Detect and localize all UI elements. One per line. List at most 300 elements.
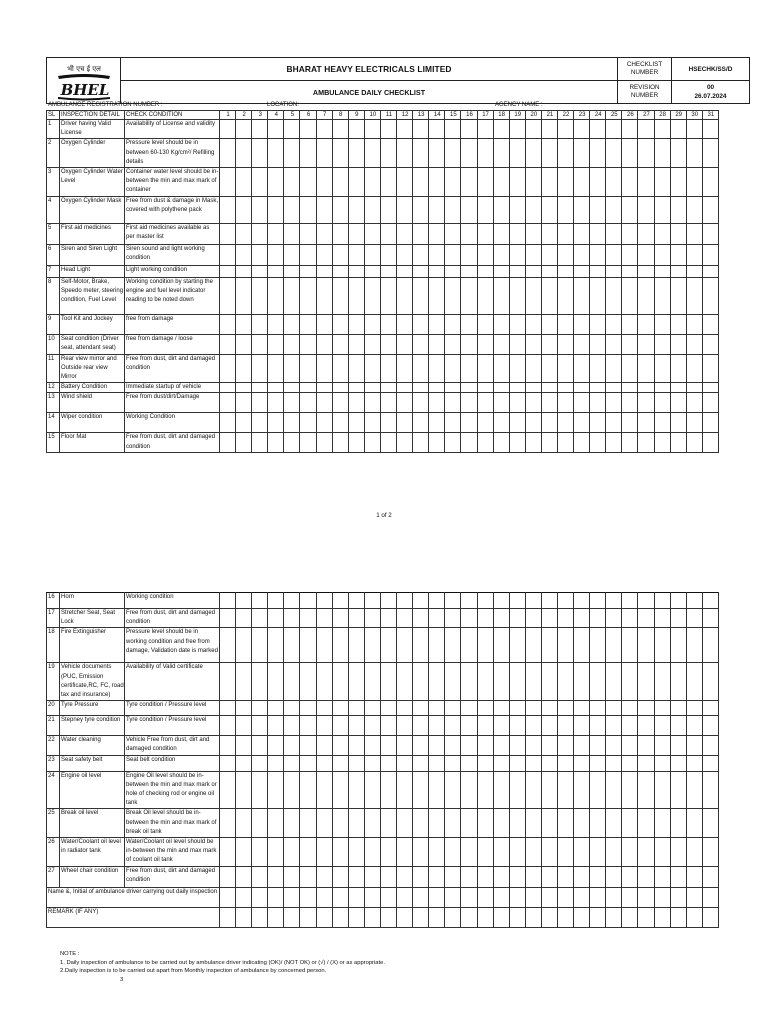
day-17-check-cell[interactable] xyxy=(477,265,493,277)
day-8-check-cell[interactable] xyxy=(332,265,348,277)
day-3-check-cell[interactable] xyxy=(252,716,268,736)
day-24-check-cell[interactable] xyxy=(590,223,606,244)
day-15-check-cell[interactable] xyxy=(445,334,461,354)
day-20-check-cell[interactable] xyxy=(525,736,541,755)
day-30-check-cell[interactable] xyxy=(686,663,702,701)
day-26-check-cell[interactable] xyxy=(622,265,638,277)
day-23-check-cell[interactable] xyxy=(574,755,590,771)
day-5-check-cell[interactable] xyxy=(284,139,300,168)
day-18-check-cell[interactable] xyxy=(493,334,509,354)
day-25-check-cell[interactable] xyxy=(606,609,622,628)
day-1-check-cell[interactable] xyxy=(220,393,236,413)
day-7-check-cell[interactable] xyxy=(316,265,332,277)
day-19-check-cell[interactable] xyxy=(509,809,525,838)
day-20-check-cell[interactable] xyxy=(525,354,541,383)
day-24-check-cell[interactable] xyxy=(590,433,606,453)
day-9-check-cell[interactable] xyxy=(348,265,364,277)
day-25-check-cell[interactable] xyxy=(606,413,622,433)
day-20-check-cell[interactable] xyxy=(525,223,541,244)
day-3-check-cell[interactable] xyxy=(252,120,268,139)
day-12-check-cell[interactable] xyxy=(397,244,413,265)
day-13-check-cell[interactable] xyxy=(413,701,429,716)
day-21-check-cell[interactable] xyxy=(541,736,557,755)
day-26-check-cell[interactable] xyxy=(622,755,638,771)
day-11-check-cell[interactable] xyxy=(380,433,396,453)
day-16-check-cell[interactable] xyxy=(461,354,477,383)
day-14-check-cell[interactable] xyxy=(429,334,445,354)
day-17-check-cell[interactable] xyxy=(477,433,493,453)
day-16-check-cell[interactable] xyxy=(461,701,477,716)
day-21-check-cell[interactable] xyxy=(541,393,557,413)
day-11-check-cell[interactable] xyxy=(380,628,396,663)
day-1-check-cell[interactable] xyxy=(220,433,236,453)
day-19-check-cell[interactable] xyxy=(509,413,525,433)
day-30-check-cell[interactable] xyxy=(686,168,702,197)
day-16-check-cell[interactable] xyxy=(461,244,477,265)
day-30-check-cell[interactable] xyxy=(686,196,702,223)
day-31-check-cell[interactable] xyxy=(702,334,718,354)
day-31-check-cell[interactable] xyxy=(702,628,718,663)
day-13-driver-name-initial-cell[interactable] xyxy=(413,887,429,907)
day-8-check-cell[interactable] xyxy=(332,628,348,663)
day-19-driver-name-initial-cell[interactable] xyxy=(509,887,525,907)
day-6-check-cell[interactable] xyxy=(300,223,316,244)
day-21-check-cell[interactable] xyxy=(541,609,557,628)
day-1-check-cell[interactable] xyxy=(220,168,236,197)
day-13-check-cell[interactable] xyxy=(413,866,429,887)
day-30-check-cell[interactable] xyxy=(686,593,702,609)
day-19-check-cell[interactable] xyxy=(509,244,525,265)
day-21-check-cell[interactable] xyxy=(541,244,557,265)
day-3-check-cell[interactable] xyxy=(252,663,268,701)
day-27-check-cell[interactable] xyxy=(638,755,654,771)
day-18-driver-name-initial-cell[interactable] xyxy=(493,887,509,907)
day-28-check-cell[interactable] xyxy=(654,663,670,701)
day-19-check-cell[interactable] xyxy=(509,354,525,383)
day-1-check-cell[interactable] xyxy=(220,628,236,663)
day-10-check-cell[interactable] xyxy=(364,277,380,314)
day-15-driver-name-initial-cell[interactable] xyxy=(445,887,461,907)
day-6-check-cell[interactable] xyxy=(300,755,316,771)
day-20-check-cell[interactable] xyxy=(525,120,541,139)
day-30-check-cell[interactable] xyxy=(686,716,702,736)
day-2-check-cell[interactable] xyxy=(236,120,252,139)
day-17-check-cell[interactable] xyxy=(477,354,493,383)
day-31-check-cell[interactable] xyxy=(702,809,718,838)
day-21-remark-cell[interactable] xyxy=(541,907,557,927)
day-22-check-cell[interactable] xyxy=(557,265,573,277)
day-15-check-cell[interactable] xyxy=(445,593,461,609)
day-27-check-cell[interactable] xyxy=(638,168,654,197)
day-2-remark-cell[interactable] xyxy=(236,907,252,927)
day-9-check-cell[interactable] xyxy=(348,433,364,453)
day-3-check-cell[interactable] xyxy=(252,771,268,809)
day-17-check-cell[interactable] xyxy=(477,755,493,771)
day-2-check-cell[interactable] xyxy=(236,755,252,771)
day-8-check-cell[interactable] xyxy=(332,393,348,413)
day-5-check-cell[interactable] xyxy=(284,701,300,716)
day-31-check-cell[interactable] xyxy=(702,139,718,168)
day-17-check-cell[interactable] xyxy=(477,701,493,716)
day-5-check-cell[interactable] xyxy=(284,838,300,867)
day-13-check-cell[interactable] xyxy=(413,277,429,314)
day-30-check-cell[interactable] xyxy=(686,139,702,168)
day-20-check-cell[interactable] xyxy=(525,277,541,314)
day-23-check-cell[interactable] xyxy=(574,663,590,701)
day-28-check-cell[interactable] xyxy=(654,755,670,771)
day-28-check-cell[interactable] xyxy=(654,314,670,334)
day-6-check-cell[interactable] xyxy=(300,866,316,887)
day-19-check-cell[interactable] xyxy=(509,277,525,314)
day-7-check-cell[interactable] xyxy=(316,383,332,393)
day-26-check-cell[interactable] xyxy=(622,593,638,609)
day-31-check-cell[interactable] xyxy=(702,354,718,383)
day-1-check-cell[interactable] xyxy=(220,736,236,755)
day-15-check-cell[interactable] xyxy=(445,139,461,168)
day-23-check-cell[interactable] xyxy=(574,334,590,354)
day-4-check-cell[interactable] xyxy=(268,168,284,197)
day-16-check-cell[interactable] xyxy=(461,716,477,736)
day-27-check-cell[interactable] xyxy=(638,413,654,433)
day-11-check-cell[interactable] xyxy=(380,593,396,609)
day-25-check-cell[interactable] xyxy=(606,277,622,314)
day-13-check-cell[interactable] xyxy=(413,593,429,609)
day-29-check-cell[interactable] xyxy=(670,354,686,383)
day-25-check-cell[interactable] xyxy=(606,168,622,197)
day-1-check-cell[interactable] xyxy=(220,265,236,277)
day-24-check-cell[interactable] xyxy=(590,755,606,771)
day-19-check-cell[interactable] xyxy=(509,433,525,453)
day-25-check-cell[interactable] xyxy=(606,809,622,838)
day-16-remark-cell[interactable] xyxy=(461,907,477,927)
day-7-check-cell[interactable] xyxy=(316,139,332,168)
day-12-check-cell[interactable] xyxy=(397,314,413,334)
day-19-check-cell[interactable] xyxy=(509,120,525,139)
day-19-check-cell[interactable] xyxy=(509,223,525,244)
day-14-check-cell[interactable] xyxy=(429,838,445,867)
day-7-check-cell[interactable] xyxy=(316,809,332,838)
day-11-check-cell[interactable] xyxy=(380,277,396,314)
day-15-check-cell[interactable] xyxy=(445,809,461,838)
day-5-check-cell[interactable] xyxy=(284,413,300,433)
day-14-check-cell[interactable] xyxy=(429,809,445,838)
day-7-check-cell[interactable] xyxy=(316,663,332,701)
day-21-driver-name-initial-cell[interactable] xyxy=(541,887,557,907)
day-12-check-cell[interactable] xyxy=(397,139,413,168)
day-11-check-cell[interactable] xyxy=(380,716,396,736)
day-8-check-cell[interactable] xyxy=(332,838,348,867)
day-18-check-cell[interactable] xyxy=(493,736,509,755)
day-30-check-cell[interactable] xyxy=(686,413,702,433)
day-11-check-cell[interactable] xyxy=(380,838,396,867)
day-6-check-cell[interactable] xyxy=(300,771,316,809)
day-24-check-cell[interactable] xyxy=(590,701,606,716)
day-22-check-cell[interactable] xyxy=(557,393,573,413)
day-22-check-cell[interactable] xyxy=(557,755,573,771)
day-24-check-cell[interactable] xyxy=(590,609,606,628)
day-9-check-cell[interactable] xyxy=(348,314,364,334)
day-2-check-cell[interactable] xyxy=(236,354,252,383)
day-18-check-cell[interactable] xyxy=(493,701,509,716)
day-9-check-cell[interactable] xyxy=(348,701,364,716)
day-7-driver-name-initial-cell[interactable] xyxy=(316,887,332,907)
day-3-check-cell[interactable] xyxy=(252,736,268,755)
day-29-check-cell[interactable] xyxy=(670,223,686,244)
day-16-check-cell[interactable] xyxy=(461,334,477,354)
day-13-check-cell[interactable] xyxy=(413,838,429,867)
day-5-check-cell[interactable] xyxy=(284,265,300,277)
day-11-remark-cell[interactable] xyxy=(380,907,396,927)
day-7-check-cell[interactable] xyxy=(316,393,332,413)
day-7-check-cell[interactable] xyxy=(316,120,332,139)
day-6-check-cell[interactable] xyxy=(300,736,316,755)
day-5-check-cell[interactable] xyxy=(284,593,300,609)
day-29-check-cell[interactable] xyxy=(670,413,686,433)
day-6-check-cell[interactable] xyxy=(300,628,316,663)
day-24-check-cell[interactable] xyxy=(590,628,606,663)
day-24-check-cell[interactable] xyxy=(590,593,606,609)
day-5-check-cell[interactable] xyxy=(284,809,300,838)
day-2-check-cell[interactable] xyxy=(236,223,252,244)
day-11-check-cell[interactable] xyxy=(380,334,396,354)
day-16-check-cell[interactable] xyxy=(461,265,477,277)
day-16-driver-name-initial-cell[interactable] xyxy=(461,887,477,907)
day-9-driver-name-initial-cell[interactable] xyxy=(348,887,364,907)
day-17-check-cell[interactable] xyxy=(477,120,493,139)
day-1-check-cell[interactable] xyxy=(220,244,236,265)
day-12-check-cell[interactable] xyxy=(397,809,413,838)
day-7-check-cell[interactable] xyxy=(316,838,332,867)
day-23-check-cell[interactable] xyxy=(574,314,590,334)
day-23-remark-cell[interactable] xyxy=(574,907,590,927)
day-13-check-cell[interactable] xyxy=(413,755,429,771)
day-17-check-cell[interactable] xyxy=(477,139,493,168)
day-29-check-cell[interactable] xyxy=(670,866,686,887)
day-30-remark-cell[interactable] xyxy=(686,907,702,927)
day-19-check-cell[interactable] xyxy=(509,334,525,354)
day-2-check-cell[interactable] xyxy=(236,433,252,453)
day-23-check-cell[interactable] xyxy=(574,120,590,139)
day-19-remark-cell[interactable] xyxy=(509,907,525,927)
day-5-check-cell[interactable] xyxy=(284,120,300,139)
day-14-check-cell[interactable] xyxy=(429,433,445,453)
day-24-check-cell[interactable] xyxy=(590,354,606,383)
day-4-check-cell[interactable] xyxy=(268,334,284,354)
day-31-check-cell[interactable] xyxy=(702,593,718,609)
day-9-check-cell[interactable] xyxy=(348,866,364,887)
day-14-check-cell[interactable] xyxy=(429,223,445,244)
day-13-check-cell[interactable] xyxy=(413,168,429,197)
day-21-check-cell[interactable] xyxy=(541,120,557,139)
day-8-check-cell[interactable] xyxy=(332,866,348,887)
day-7-check-cell[interactable] xyxy=(316,314,332,334)
day-19-check-cell[interactable] xyxy=(509,314,525,334)
day-27-check-cell[interactable] xyxy=(638,139,654,168)
day-16-check-cell[interactable] xyxy=(461,593,477,609)
day-14-check-cell[interactable] xyxy=(429,628,445,663)
day-29-check-cell[interactable] xyxy=(670,265,686,277)
day-31-check-cell[interactable] xyxy=(702,223,718,244)
day-11-check-cell[interactable] xyxy=(380,168,396,197)
day-27-check-cell[interactable] xyxy=(638,120,654,139)
day-13-check-cell[interactable] xyxy=(413,354,429,383)
day-2-check-cell[interactable] xyxy=(236,809,252,838)
day-12-check-cell[interactable] xyxy=(397,196,413,223)
day-5-check-cell[interactable] xyxy=(284,244,300,265)
day-5-check-cell[interactable] xyxy=(284,196,300,223)
day-8-check-cell[interactable] xyxy=(332,120,348,139)
day-12-check-cell[interactable] xyxy=(397,701,413,716)
day-14-check-cell[interactable] xyxy=(429,701,445,716)
day-26-check-cell[interactable] xyxy=(622,701,638,716)
day-23-check-cell[interactable] xyxy=(574,168,590,197)
day-15-check-cell[interactable] xyxy=(445,736,461,755)
day-26-check-cell[interactable] xyxy=(622,771,638,809)
day-31-check-cell[interactable] xyxy=(702,701,718,716)
day-13-check-cell[interactable] xyxy=(413,663,429,701)
day-2-check-cell[interactable] xyxy=(236,866,252,887)
day-12-driver-name-initial-cell[interactable] xyxy=(397,887,413,907)
day-14-check-cell[interactable] xyxy=(429,736,445,755)
day-23-check-cell[interactable] xyxy=(574,838,590,867)
day-7-remark-cell[interactable] xyxy=(316,907,332,927)
day-8-check-cell[interactable] xyxy=(332,755,348,771)
day-27-check-cell[interactable] xyxy=(638,334,654,354)
day-28-check-cell[interactable] xyxy=(654,433,670,453)
day-15-check-cell[interactable] xyxy=(445,771,461,809)
day-10-check-cell[interactable] xyxy=(364,736,380,755)
day-2-check-cell[interactable] xyxy=(236,196,252,223)
day-9-check-cell[interactable] xyxy=(348,168,364,197)
day-22-check-cell[interactable] xyxy=(557,771,573,809)
day-27-check-cell[interactable] xyxy=(638,244,654,265)
day-16-check-cell[interactable] xyxy=(461,663,477,701)
day-28-driver-name-initial-cell[interactable] xyxy=(654,887,670,907)
day-19-check-cell[interactable] xyxy=(509,168,525,197)
day-15-check-cell[interactable] xyxy=(445,265,461,277)
day-1-check-cell[interactable] xyxy=(220,809,236,838)
day-17-check-cell[interactable] xyxy=(477,277,493,314)
day-6-check-cell[interactable] xyxy=(300,120,316,139)
day-19-check-cell[interactable] xyxy=(509,393,525,413)
day-13-check-cell[interactable] xyxy=(413,609,429,628)
day-7-check-cell[interactable] xyxy=(316,701,332,716)
day-26-check-cell[interactable] xyxy=(622,628,638,663)
day-24-check-cell[interactable] xyxy=(590,809,606,838)
day-2-driver-name-initial-cell[interactable] xyxy=(236,887,252,907)
day-12-check-cell[interactable] xyxy=(397,120,413,139)
day-13-check-cell[interactable] xyxy=(413,413,429,433)
day-22-check-cell[interactable] xyxy=(557,168,573,197)
day-16-check-cell[interactable] xyxy=(461,736,477,755)
day-18-check-cell[interactable] xyxy=(493,838,509,867)
day-3-check-cell[interactable] xyxy=(252,809,268,838)
day-7-check-cell[interactable] xyxy=(316,755,332,771)
day-26-check-cell[interactable] xyxy=(622,866,638,887)
day-28-check-cell[interactable] xyxy=(654,277,670,314)
day-25-check-cell[interactable] xyxy=(606,393,622,413)
day-9-check-cell[interactable] xyxy=(348,413,364,433)
day-16-check-cell[interactable] xyxy=(461,393,477,413)
day-25-check-cell[interactable] xyxy=(606,383,622,393)
day-17-check-cell[interactable] xyxy=(477,809,493,838)
day-15-check-cell[interactable] xyxy=(445,196,461,223)
day-30-check-cell[interactable] xyxy=(686,354,702,383)
day-29-check-cell[interactable] xyxy=(670,334,686,354)
day-5-check-cell[interactable] xyxy=(284,433,300,453)
day-4-check-cell[interactable] xyxy=(268,265,284,277)
day-7-check-cell[interactable] xyxy=(316,244,332,265)
day-27-check-cell[interactable] xyxy=(638,809,654,838)
day-20-check-cell[interactable] xyxy=(525,866,541,887)
day-15-check-cell[interactable] xyxy=(445,755,461,771)
day-12-check-cell[interactable] xyxy=(397,277,413,314)
day-3-check-cell[interactable] xyxy=(252,393,268,413)
day-29-check-cell[interactable] xyxy=(670,244,686,265)
day-18-check-cell[interactable] xyxy=(493,383,509,393)
day-21-check-cell[interactable] xyxy=(541,383,557,393)
day-24-check-cell[interactable] xyxy=(590,120,606,139)
day-29-check-cell[interactable] xyxy=(670,139,686,168)
day-15-check-cell[interactable] xyxy=(445,413,461,433)
day-14-check-cell[interactable] xyxy=(429,277,445,314)
day-25-check-cell[interactable] xyxy=(606,755,622,771)
day-7-check-cell[interactable] xyxy=(316,196,332,223)
day-29-check-cell[interactable] xyxy=(670,736,686,755)
day-20-check-cell[interactable] xyxy=(525,413,541,433)
day-8-check-cell[interactable] xyxy=(332,716,348,736)
day-4-check-cell[interactable] xyxy=(268,716,284,736)
day-17-check-cell[interactable] xyxy=(477,609,493,628)
day-13-check-cell[interactable] xyxy=(413,771,429,809)
day-14-check-cell[interactable] xyxy=(429,716,445,736)
day-7-check-cell[interactable] xyxy=(316,628,332,663)
day-30-check-cell[interactable] xyxy=(686,736,702,755)
day-21-check-cell[interactable] xyxy=(541,838,557,867)
day-10-check-cell[interactable] xyxy=(364,716,380,736)
day-4-check-cell[interactable] xyxy=(268,244,284,265)
day-18-check-cell[interactable] xyxy=(493,809,509,838)
day-31-check-cell[interactable] xyxy=(702,663,718,701)
day-23-check-cell[interactable] xyxy=(574,866,590,887)
day-17-check-cell[interactable] xyxy=(477,716,493,736)
day-4-remark-cell[interactable] xyxy=(268,907,284,927)
day-3-check-cell[interactable] xyxy=(252,755,268,771)
day-3-check-cell[interactable] xyxy=(252,609,268,628)
day-10-check-cell[interactable] xyxy=(364,609,380,628)
day-23-check-cell[interactable] xyxy=(574,593,590,609)
day-29-check-cell[interactable] xyxy=(670,716,686,736)
day-9-check-cell[interactable] xyxy=(348,223,364,244)
day-9-check-cell[interactable] xyxy=(348,593,364,609)
day-22-remark-cell[interactable] xyxy=(557,907,573,927)
day-21-check-cell[interactable] xyxy=(541,334,557,354)
day-30-check-cell[interactable] xyxy=(686,838,702,867)
day-3-check-cell[interactable] xyxy=(252,314,268,334)
day-3-check-cell[interactable] xyxy=(252,277,268,314)
day-6-driver-name-initial-cell[interactable] xyxy=(300,887,316,907)
day-5-remark-cell[interactable] xyxy=(284,907,300,927)
day-15-check-cell[interactable] xyxy=(445,716,461,736)
day-21-check-cell[interactable] xyxy=(541,265,557,277)
day-24-check-cell[interactable] xyxy=(590,168,606,197)
day-28-check-cell[interactable] xyxy=(654,120,670,139)
day-31-check-cell[interactable] xyxy=(702,413,718,433)
day-13-check-cell[interactable] xyxy=(413,265,429,277)
day-2-check-cell[interactable] xyxy=(236,139,252,168)
day-16-check-cell[interactable] xyxy=(461,433,477,453)
day-6-check-cell[interactable] xyxy=(300,354,316,383)
